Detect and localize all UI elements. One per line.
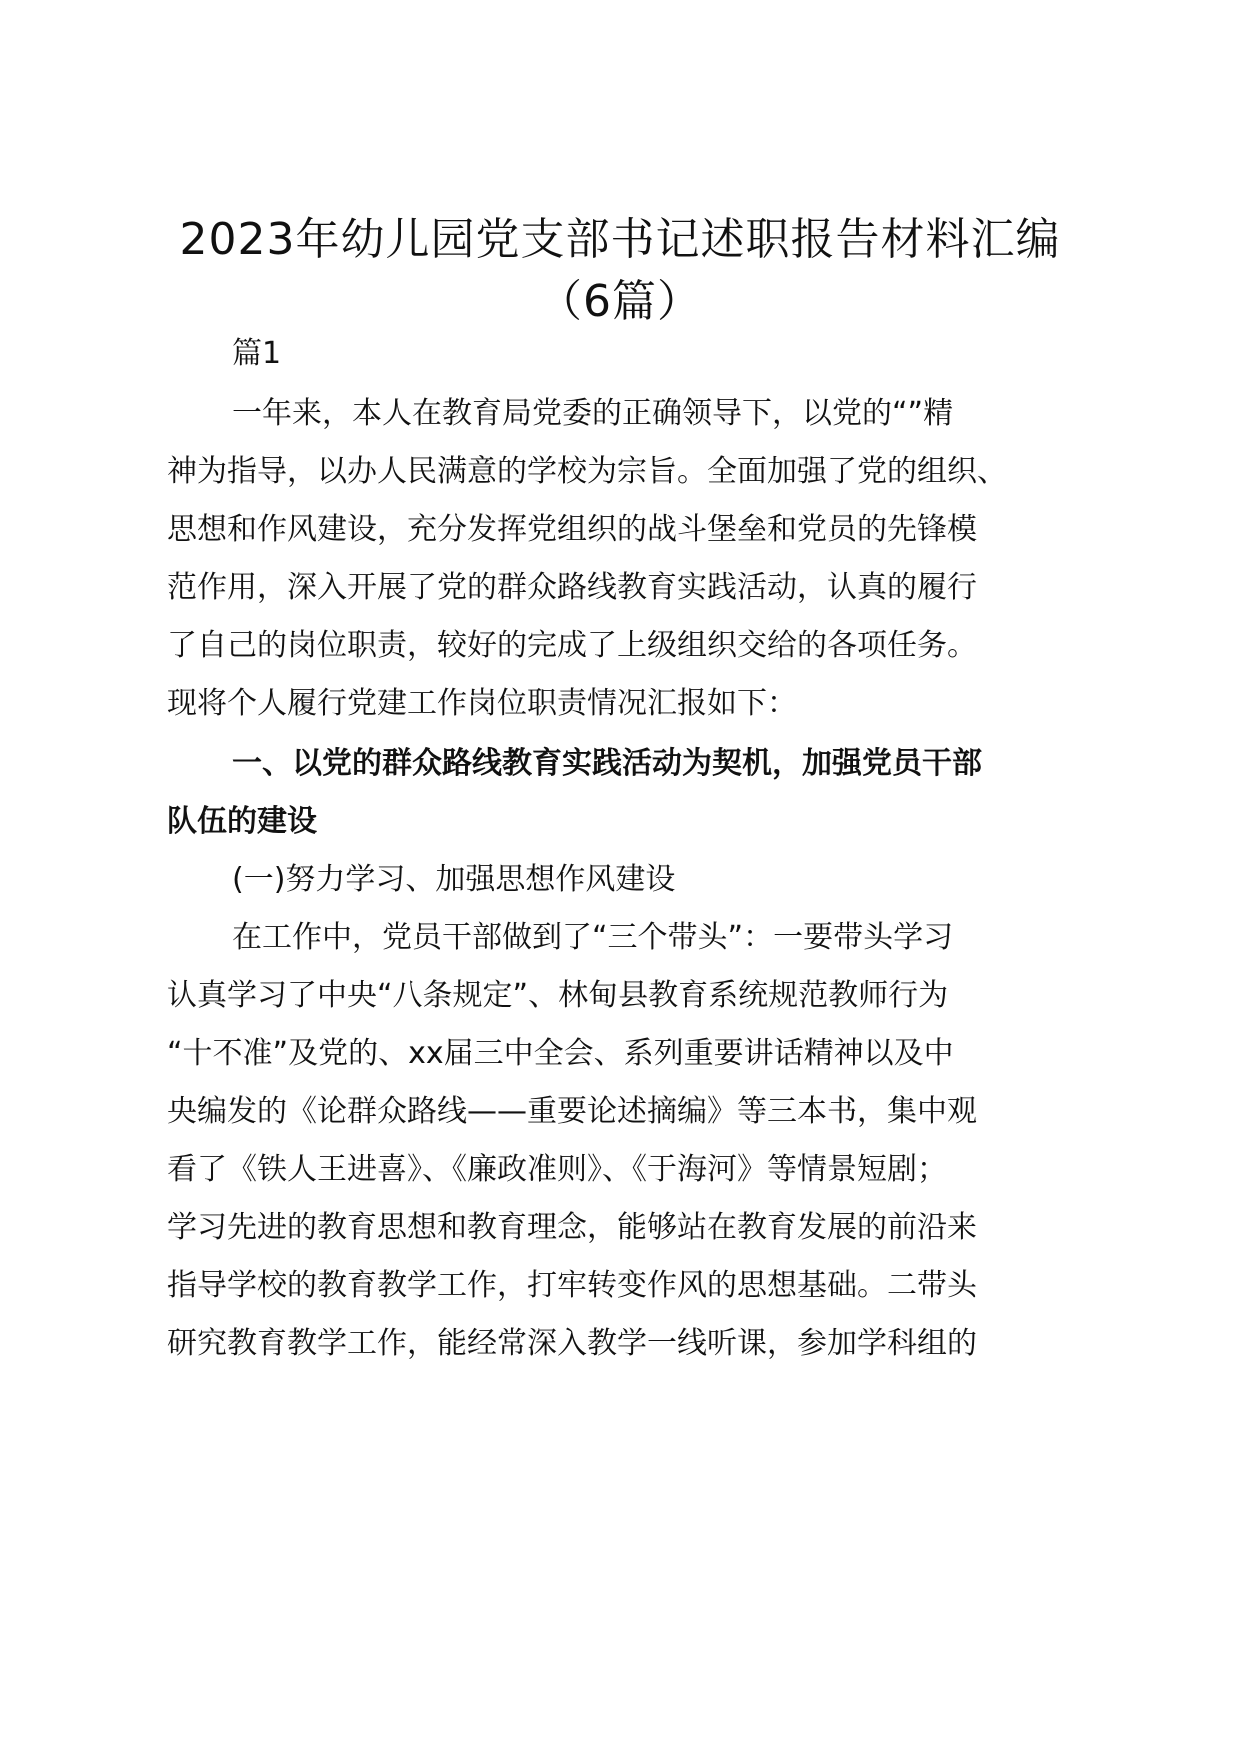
heading-1-line-2: 队伍的建设 (167, 804, 317, 839)
document-title-line-1: 2023年幼儿园党支部书记述职报告材料汇编 (179, 214, 1061, 265)
paragraph-1-line-5: 了自己的岗位职责，较好的完成了上级组织交给的各项任务。 (167, 628, 977, 663)
section-label: 篇1 (232, 336, 282, 371)
paragraph-1-line-2: 神为指导，以办人民满意的学校为宗旨。全面加强了党的组织、 (167, 454, 1007, 489)
heading-1-line-1: 一、以党的群众路线教育实践活动为契机，加强党员干部 (232, 746, 982, 781)
paragraph-1-line-6: 现将个人履行党建工作岗位职责情况汇报如下： (167, 686, 797, 721)
paragraph-2-line-1: 在工作中，党员干部做到了“三个带头”：一要带头学习 (232, 920, 954, 955)
paragraph-2-line-4: 央编发的《论群众路线——重要论述摘编》等三本书，集中观 (167, 1094, 977, 1129)
subheading-1: (一)努力学习、加强思想作风建设 (232, 862, 676, 897)
paragraph-2-line-2: 认真学习了中央“八条规定”、林甸县教育系统规范教师行为 (167, 978, 949, 1013)
document-title-line-2: （6篇） (538, 276, 702, 327)
paragraph-1-line-3: 思想和作风建设，充分发挥党组织的战斗堡垒和党员的先锋模 (167, 512, 977, 547)
paragraph-2-line-8: 研究教育教学工作，能经常深入教学一线听课，参加学科组的 (167, 1326, 977, 1361)
paragraph-2-line-6: 学习先进的教育思想和教育理念，能够站在教育发展的前沿来 (167, 1210, 977, 1245)
paragraph-2-line-7: 指导学校的教育教学工作，打牢转变作风的思想基础。二带头 (167, 1268, 977, 1303)
paragraph-2-line-3: “十不准”及党的、xx届三中全会、系列重要讲话精神以及中 (167, 1036, 954, 1071)
paragraph-1-line-4: 范作用，深入开展了党的群众路线教育实践活动，认真的履行 (167, 570, 977, 605)
paragraph-2-line-5: 看了《铁人王进喜》、《廉政准则》、《于海河》等情景短剧； (167, 1152, 947, 1187)
paragraph-1-line-1: 一年来，本人在教育局党委的正确领导下，以党的“”精 (232, 396, 954, 431)
